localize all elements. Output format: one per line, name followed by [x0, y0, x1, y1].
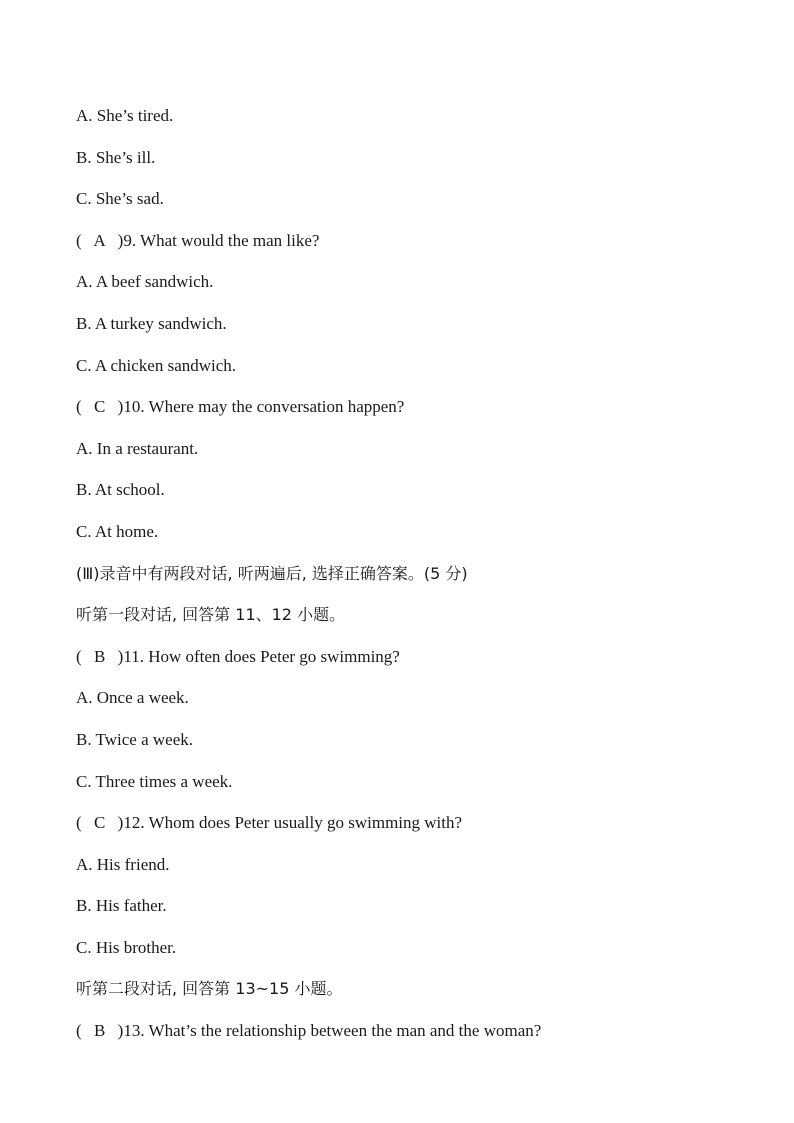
- option-line: C. A chicken sandwich.: [76, 355, 237, 375]
- option-line: A. A beef sandwich.: [76, 272, 214, 292]
- answer-letter: A: [93, 230, 106, 250]
- option-line: A. His friend.: [76, 854, 170, 874]
- answer-letter: C: [94, 813, 106, 833]
- dialogue-instruction: 听第一段对话, 回答第 11、12 小题。: [76, 605, 346, 625]
- question-line: ( C )10. Where may the conversation happen?: [76, 393, 736, 435]
- option-line: B. She’s ill.: [76, 147, 156, 167]
- answer-letter: C: [94, 397, 106, 417]
- section-heading: (Ⅲ)录音中有两段对话, 听两遍后, 选择正确答案。(5 分): [76, 563, 468, 583]
- document-page: [76, 102, 736, 1059]
- question-text: )11. How often does Peter go swimming?: [117, 646, 400, 666]
- option-line: B. At school.: [76, 480, 165, 500]
- option-line: C. She’s sad.: [76, 189, 164, 209]
- dialogue-instruction: 听第二段对话, 回答第 13~15 小题。: [76, 979, 343, 999]
- question-line: ( A )9. What would the man like?: [76, 227, 736, 269]
- option-line: B. His father.: [76, 896, 167, 916]
- question-line: ( B )13. What’s the relationship between the man and the woman?: [76, 1017, 736, 1059]
- option-line: A. Once a week.: [76, 688, 189, 708]
- question-text: )13. What’s the relationship between the man and the woman?: [117, 1021, 542, 1041]
- option-line: A. She’s tired.: [76, 106, 174, 125]
- option-line: A. In a restaurant.: [76, 438, 199, 458]
- option-line: B. A turkey sandwich.: [76, 313, 227, 333]
- option-line: B. Twice a week.: [76, 729, 193, 749]
- question-line: ( B )11. How often does Peter go swimming?: [76, 643, 736, 685]
- option-line: C. At home.: [76, 521, 159, 541]
- question-text: )10. Where may the conversation happen?: [117, 397, 405, 417]
- answer-letter: B: [94, 646, 106, 666]
- question-text: )9. What would the man like?: [117, 230, 320, 250]
- answer-letter: B: [94, 1021, 106, 1041]
- option-line: C. Three times a week.: [76, 771, 233, 791]
- question-line: ( C )12. Whom does Peter usually go swimming with?: [76, 809, 736, 851]
- option-line: C. His brother.: [76, 937, 177, 957]
- question-text: )12. Whom does Peter usually go swimming with?: [117, 813, 463, 833]
